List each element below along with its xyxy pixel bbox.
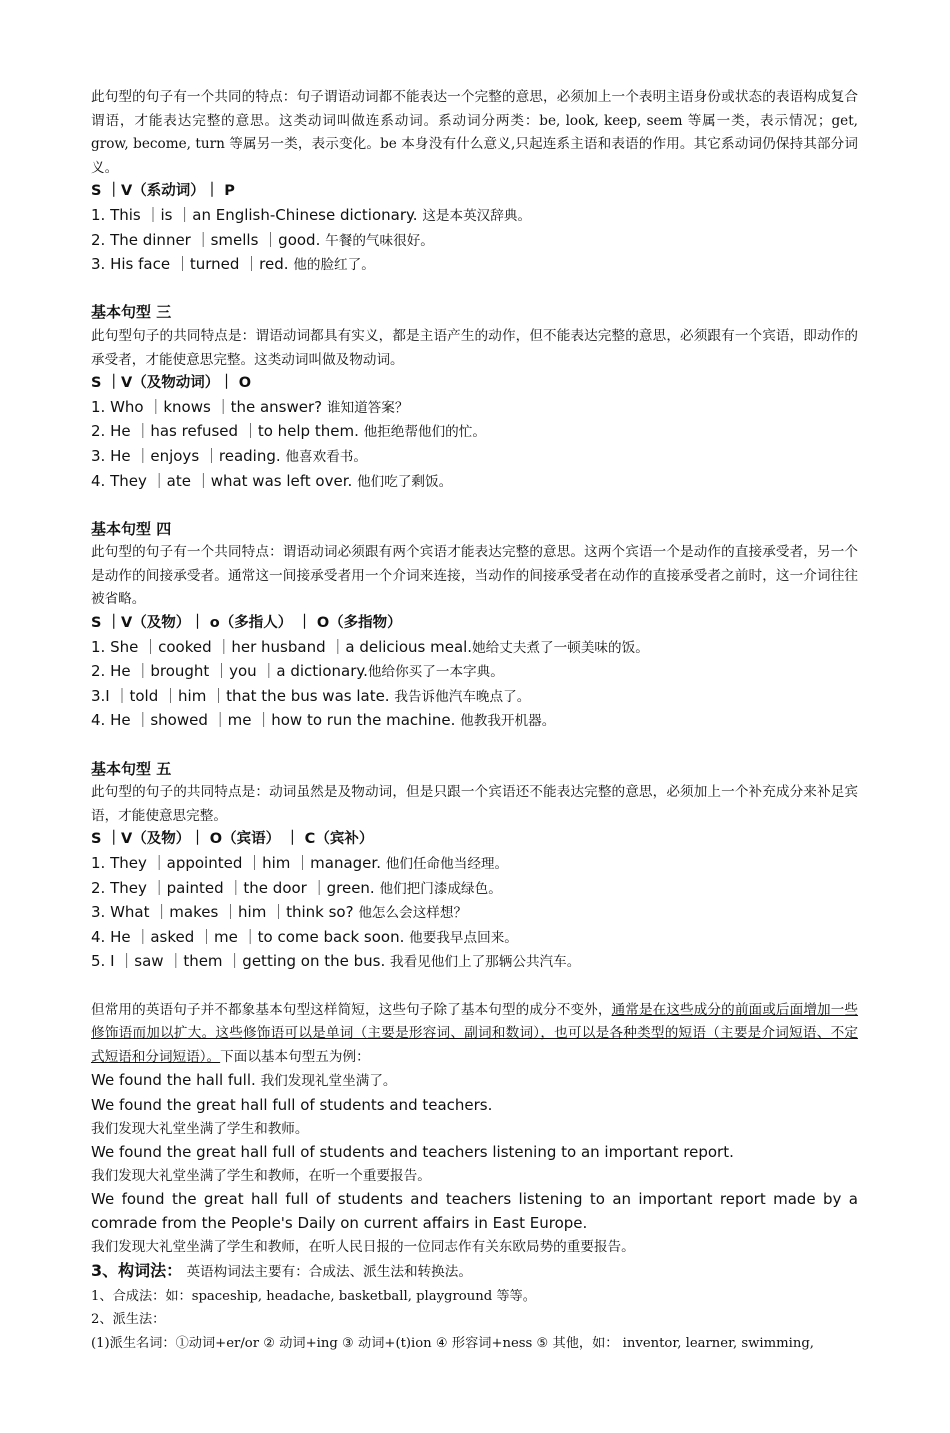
- wordform-item: 1、合成法：如：spaceship, headache, basketball, playground 等等。: [91, 1288, 536, 1304]
- example-line: 1. She ｜cooked ｜her husband ｜a delicious meal.她给丈夫煮了一顿美味的饭。: [91, 637, 649, 656]
- sec4-pattern: S ｜V（及物）｜ o（多指人） ｜ O（多指物）: [91, 615, 402, 632]
- example-line: We found the great hall full of students and teachers listening to an important report made by a comrade from the People's Daily on current affairs in East Europe.: [91, 1190, 858, 1232]
- sec3-description: 此句型句子的共同特点是：谓语动词都具有实义，都是主语产生的动作，但不能表达完整的意思，必须跟有一个宾语，即动作的承受者，才能使意思完整。这类动词叫做及物动词。: [91, 327, 858, 368]
- example-line: 4. He ｜showed ｜me ｜how to run the machine. 他教我开机器。: [91, 711, 556, 730]
- example-line: 1. This ｜is ｜an English-Chinese dictionary. 这是本英汉辞典。: [91, 205, 532, 224]
- example-line: 1. Who ｜knows ｜the answer? 谁知道答案？: [91, 397, 409, 416]
- example-translation: 我们发现大礼堂坐满了学生和教师。: [91, 1120, 309, 1137]
- expand-paragraph: 但常用的英语句子并不都象基本句型这样简短，这些句子除了基本句型的成分不变外，通常是在这些成分的前面或后面增加一些修饰语而加以扩大。这些修饰语可以是单词（主要是形容词、副词和数词），也可以是各种类型的短语（主要是介词短语、不定式短语和分词短语）。下面以基本句型五为例：: [91, 1001, 859, 1065]
- sec4-heading: 基本句型 四: [91, 519, 172, 538]
- example-line: 3. His face ｜turned ｜red. 他的脸红了。: [91, 255, 375, 274]
- example-line: 2. They ｜painted ｜the door ｜green. 他们把门漆成绿色。: [91, 878, 502, 897]
- example-translation: 我们发现大礼堂坐满了学生和教师，在听人民日报的一位同志作有关东欧局势的重要报告。: [91, 1238, 635, 1255]
- sec4-description: 此句型的句子有一个共同特点：谓语动词必须跟有两个宾语才能表达完整的意思。这两个宾语一个是动作的直接承受者，另一个是动作的间接承受者。通常这一间接承受者用一个介词来连接，当动作的间接承受者在动作的直接承受者之前时，这一介词往往被省略。: [91, 544, 858, 608]
- example-line: 2. He ｜has refused ｜to help them. 他拒绝帮他们的忙。: [91, 422, 486, 441]
- sec5-pattern: S ｜V（及物）｜ O（宾语） ｜ C（宾补）: [91, 831, 374, 848]
- example-line: We found the hall full. 我们发现礼堂坐满了。: [91, 1071, 397, 1090]
- sec5-heading: 基本句型 五: [91, 759, 172, 778]
- example-line: 2. He ｜brought ｜you ｜a dictionary.他给你买了一本字典。: [91, 662, 504, 681]
- example-line: 4. He ｜asked ｜me ｜to come back soon. 他要我早点回来。: [91, 927, 518, 946]
- underlined-text: 通常是在这些成分的前面或后面增加一些修饰语而加以扩大。这些修饰语可以是单词（主要是形容词、副词和数词），也可以是各种类型的短语（主要是介词短语、不定式短语和分词短语）。: [91, 1001, 859, 1065]
- example-translation: 我们发现大礼堂坐满了学生和教师，在听一个重要报告。: [91, 1167, 431, 1184]
- example-line: We found the great hall full of students and teachers.: [91, 1095, 493, 1114]
- sec3-pattern: S ｜V（及物动词）｜ O: [91, 375, 252, 392]
- sec2-pattern: S ｜V（系动词）｜ P: [91, 183, 235, 200]
- example-line: 4. They ｜ate ｜what was left over. 他们吃了剩饭。: [91, 471, 453, 490]
- example-line: 2. The dinner ｜smells ｜good. 午餐的气味很好。: [91, 230, 434, 249]
- example-line: 3. He ｜enjoys ｜reading. 他喜欢看书。: [91, 446, 367, 465]
- wordform-heading: 3、构词法： 英语构词法主要有：合成法、派生法和转换法。: [91, 1261, 472, 1281]
- sec5-description: 此句型的句子的共同特点是：动词虽然是及物动词，但是只跟一个宾语还不能表达完整的意思，必须加上一个补充成分来补足宾语，才能使意思完整。: [91, 784, 858, 824]
- sec3-heading: 基本句型 三: [91, 303, 172, 322]
- sec2-description: 此句型的句子有一个共同的特点：句子谓语动词都不能表达一个完整的意思，必须加上一个表明主语身份或状态的表语构成复合谓语，才能表达完整的意思。这类动词叫做连系动词。系动词分两类：be, look, keep, seem 等属一类，表示情况；get, grow, become, turn 等属另一类，表示变化。be 本身没有什么意义,只起连系主语和表语的作用。其它系动词仍保持其部分词义。: [91, 89, 858, 176]
- wordform-item: (1)派生名词：①动词+er/or ② 动词+ing ③ 动词+(t)ion ④ 形容词+ness ⑤ 其他，如： inventor, learner, swimming,: [91, 1335, 814, 1351]
- wordform-title: 3、构词法：: [91, 1261, 183, 1281]
- example-line: 1. They ｜appointed ｜him ｜manager. 他们任命他当经理。: [91, 854, 509, 872]
- example-line: 5. I ｜saw ｜them ｜getting on the bus. 我看见他们上了那辆公共汽车。: [91, 952, 581, 971]
- example-line: 3.I ｜told ｜him ｜that the bus was late. 我告诉他汽车晚点了。: [91, 686, 531, 705]
- example-line: We found the great hall full of students and teachers listening to an important report.: [91, 1143, 734, 1162]
- example-line: 3. What ｜makes ｜him ｜think so? 他怎么会这样想？: [91, 903, 468, 922]
- wordform-item: 2、派生法：: [91, 1312, 166, 1328]
